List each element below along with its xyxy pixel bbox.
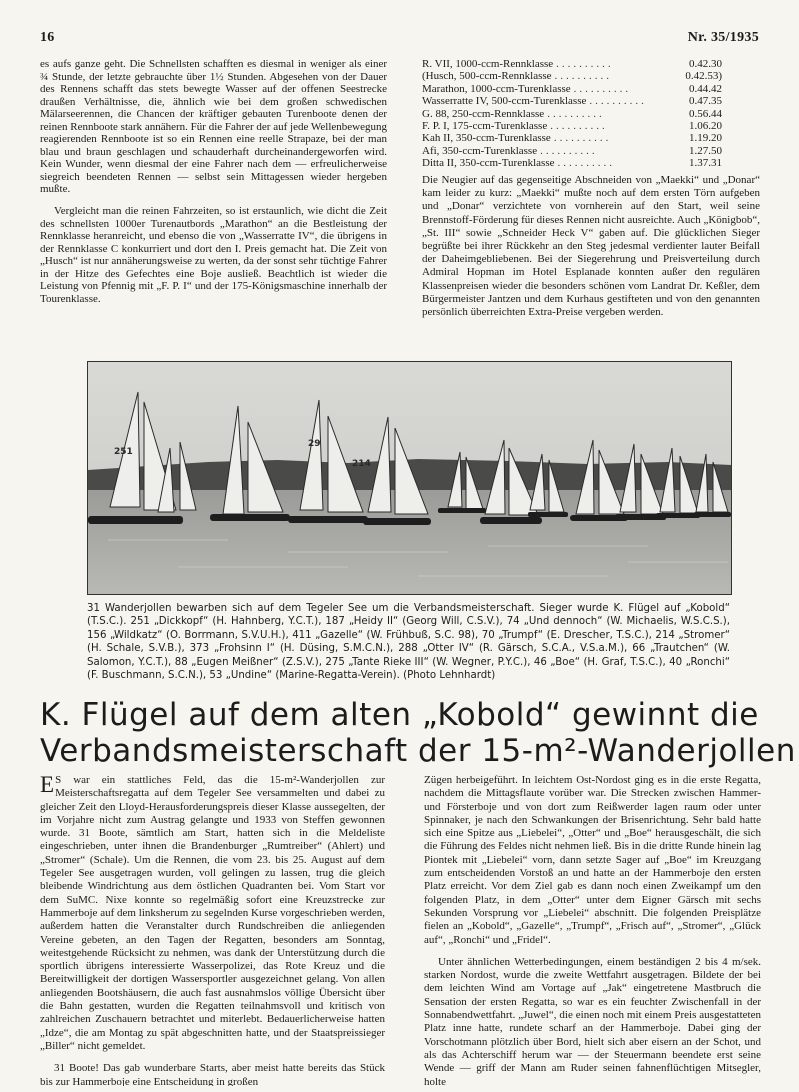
headline-line-2: Verbandsmeisterschaft der 15-m²-Wanderjollen: [40, 733, 796, 769]
result-row: Ditta II, 350-ccm-Turenklasse .......... 1.37.31: [422, 157, 722, 170]
result-boat: Wasserratte IV, 500-ccm-Turenklasse: [422, 95, 587, 108]
sail-number: 214: [352, 459, 371, 469]
result-row: Afi, 350-ccm-Turenklasse .......... 1.27.50: [422, 144, 722, 157]
bottom-paragraph: E S war ein stattliches Feld, das die 15-m²-Wanderjollen zur Meisterschaftsregatta auf dem Tegeler See versammelten und dabei zu gleicher Zeit den Lloyd-Herausforderungspreis dieser Klasse aussegelten, der im Vorjahre nicht zum Austrag gelangte und 1933 von Steffen gewonnen wurde. 31 Boote, sämtlich am Start, hatten sich in die Meldeliste eingeschrieben, unter ihnen die Brandenburger „Rumtreiber“ (Ahlert) und „Stromer“ (Schale). Um die Rennen, die vom 23. bis 25. August auf dem Tegeler See ausgetragen wurden, voll gelingen zu lassen, trug die gleich bleibende Windrichtung aus dem östlichen Quadranten bei. Vom Start vor dem SuMC. Nixe konnte so regelmäßig sofort eine Kreuzstrecke zur Hammerboje auf dem linksherum zu segelnden Kurse vorgeschrieben werden, außerdem hatten die Veranstalter durch Rundschreiben die anliegenden Vereine gebeten, an den Tagen der Regatten, besonders am Sonntag, weitestgehende Rücksicht zu nehmen, was dank der Unterstützung durch die sportlich übrigens interessierte Wasserpolizei, das Rote Kreuz und die Bereitwilligkeit der dortigen Wassersportler ausgezeichnet gelang. Von allen anliegenden Bootshäusern, die auch fast ausnahmslos völlige Übersicht über die Bahn gestatten, wurden die Regatten teilnahmsvoll und kritisch von zahlreichen Zuschauern betrachtet und miterlebt. Bedauerlicherweise hatten „Idze“, die am Montag zu spät abgeschnitten hatte, und der Staatspreissieger „Biller“ nicht gemeldet.: [40, 774, 385, 1052]
headline-line-1: K. Flügel auf dem alten „Kobold“ gewinnt die: [40, 697, 759, 733]
result-time: 0.47.35: [689, 95, 722, 108]
result-boat: F. P. I, 175-ccm-Turenklasse: [422, 120, 548, 133]
top-paragraph: es aufs ganze geht. Die Schnellsten schafften es diesmal in weniger als einer ¾ Stunde, der letzte gebrauchte über 1½ Stunden. Abgesehen von der Dauer des Rennens schafft das stets bewegte Wasser auf der offenen Seestrecke draußen Verhältnisse, die, ähnlich wie bei dem großen schwedischen Mälarseerennen, die Chancen der kräftiger gebauten Turenboote denen der reinen Rennboote stark annähern. Für die Fahrer der auf jede Wellenbewegung reagierenden Rennboote ist so ein Rennen eine reelle Strapaze, bei der man blau und braun geschlagen und schauderhaft durcheinandergeworfen wird. Kein Wunder, wenn diesmal der eine Fahrer nach dem — erfreulicherweise siegreich beendeten Rennen — selbst sein Mittagessen wieder hergeben mußte.: [40, 58, 387, 196]
top-right-paragraph: Die Neugier auf das gegenseitige Abschneiden von „Maekki“ und „Donar“ kam leider zu kurz: „Maekki“ mußte noch auf dem ersten Törn aufgeben und „Donar“ verzichtete von vornherein auf den Start, weil seine Brennstoff-Förderung für dieses Rennen nicht ausreichte. Auch „Königbob“, „St. III“ sowie „Schneider Heck V“ gaben auf. Die glücklichen Sieger begrüßte bei ihrer Rückkehr an den Steg jedesmal verdienter lauter Beifall der Daheimgebliebenen. Bei der Siegerehrung und Preisverteilung durch Admiral Hopman im Hotel Esplanade konnten außer den regulären Klassenpreisen wieder die besonders schönen vom Landrat Dr. Keßler, dem Bürgermeister Jantzen und dem Kurhaus gestifteten und von den genannten persönlich überreichten Extra-Preise vergeben werden.: [422, 174, 760, 319]
regatta-photo: [87, 361, 732, 595]
photo-credit: (Photo Lehnhardt): [403, 670, 496, 682]
result-row: (Husch, 500-ccm-Rennklasse .......... 0.42.53): [422, 70, 722, 83]
result-row: Kah II, 350-ccm-Turenklasse .......... 1.19.20: [422, 132, 722, 145]
result-time: 0.44.42: [689, 82, 722, 95]
result-time: 0.56.44: [689, 107, 722, 120]
result-boat: Afi, 350-ccm-Turenklasse: [422, 144, 538, 157]
bottom-paragraph: Unter ähnlichen Wetterbedingungen, einem beständigen 2 bis 4 m/sek. starken Nordost, wurde die zweite Wettfahrt ausgetragen. Bildete der bei dem leichten Wind am Vortage auf „Jak“ eingetretene Mastbruch die Sensation der ersten Regatta, so war es ein feuchter Zwischenfall in der Sonnabendwettfahrt. „Juwel“, die einen noch mit einem Preis ausgestatteten Platz inne hatte, rundete scharf an der Hammerboje. Dabei ging der Vorschotmann plötzlich über Bord, hielt sich aber eisern an der Schot, und als das Achterschiff herum war — der Steuermann beendete erst seine Wende — griff der Mann am Ruder seinen fahnenflüchtigen Mitsegler, holte: [424, 955, 761, 1086]
result-time: 1.19.20: [689, 132, 722, 145]
result-row: F. P. I, 175-ccm-Turenklasse .......... 1.06.20: [422, 120, 722, 133]
result-row: R. VII, 1000-ccm-Rennklasse .......... 0.42.30: [422, 58, 722, 70]
bottom-paragraph: Zügen herbeigeführt. In leichtem Ost-Nordost ging es in die erste Regatta, nachdem die Mittagsflaute vorüber war. Die Strecken zwischen Hammer- und Försterboje und von dort zum Reißwerder lagen raum oder unter Spinnaker, je nach den Schwankungen der Brisenrichtung. Sehr bald hatte sich eine Spitze aus „Liebelei“, „Otter“ und „Boe“ herausgeschält, die sich die Führung des Feldes nicht nehmen ließ. Bis in die dritte Runde hinein lag Piontek mit „Liebelei“ vorn, dann setzte Sager auf „Boe“ im Kreuzgang zum entscheidenden Vorstoß an und hatte an der Hammerboje den ersten Platz erreicht. Vor dem Ziel gab es dann noch einen Zweikampf um den folgenden Platz, in dem „Otter“ unter dem Eigner Gärsch mit sechs Sekunden Vorsprung vor „Liebelei“ abschnitt. Die folgenden Preisplätze fielen an „Kobold“, „Gazelle“, „Trumpf“, „Frisch auf“, „Stromer“, „Glück auf“, „Ronchi“ und „Fridel“.: [424, 774, 761, 946]
result-time: 1.27.50: [689, 144, 722, 157]
result-row: Marathon, 1000-ccm-Turenklasse .......... 0.44.42: [422, 82, 722, 95]
caption-text: 31 Wanderjollen bewarben sich auf dem Tegeler See um die Verbandsmeisterschaft. Sieger wurde K. Flügel auf „Kobold“ (T.S.C.). 251 „Dickkopf“ (H. Hahnberg, Y.C.T.), 187 „Heidy II“ (Georg Will, C.S.V.), 74 „Und dennoch“ (W. Michaelis, W.S.C.S.), 156 „Wildkatz“ (O. Borrmann, S.V.U.H.), 411 „Gazelle“ (W. Frühbuß, S.C. 98), 70 „Trumpf“ (E. Drescher, T.S.C.), 214 „Stromer“ (H. Schale, S.V.B.), 373 „Frohsinn I“ (H. Düsing, S.M.C.N.), 288 „Otter IV“ (R. Gärsch, S.C.A., V.S.a.M.), 66 „Trautchen“ (W. Salomon, Y.C.T.), 88 „Eugen Meißner“ (Z.S.V.), 275 „Tante Rieke III“ (W. Wegner, P.Y.C.), 46 „Boe“ (H. Graf, T.S.C.), 40 „Ronchi“ (F. Buschmann, S.C.N.), 53 „Undine“ (Marine-Regatta-Verein).: [87, 603, 730, 682]
result-boat: (Husch, 500-ccm-Rennklasse: [422, 70, 552, 83]
sail-number: 251: [114, 447, 133, 457]
result-boat: R. VII, 1000-ccm-Rennklasse: [422, 58, 554, 70]
top-paragraph: Vergleicht man die reinen Fahrzeiten, so ist erstaunlich, wie dicht die Zeit des schnellsten 1000er Turenautbords „Marathon“ an die Bestleistung der Rennklasse heranreicht, und ebenso die von „Wasserratte IV“, die übrigens in der Rennklasse C konkurriert und dort den I. Preis gemacht hat. Die Zeit von „Husch“ ist nur annäherungsweise zu werten, da der sonst sehr tüchtige Fahrer in der Hitze des Gefechtes eine Boje ausließ. Beachtlich ist wieder die Leistung von Pfennig mit „F. P. I“ und der 175-Königsmaschine innerhalb der Tourenklasse.: [40, 205, 387, 305]
result-boat: G. 88, 250-ccm-Rennklasse: [422, 107, 545, 120]
result-row: Wasserratte IV, 500-ccm-Turenklasse .......... 0.47.35: [422, 95, 722, 108]
result-boat: Kah II, 350-ccm-Turenklasse: [422, 132, 551, 145]
photo-caption: [87, 602, 730, 682]
top-article-right-column: [422, 174, 760, 344]
result-time: 1.06.20: [689, 120, 722, 133]
bottom-article-right-column: [424, 774, 761, 1086]
result-time: 0.42.53): [685, 70, 722, 83]
sail-number: 29: [308, 439, 321, 449]
article-headline: [40, 697, 796, 769]
top-article-left-column: [40, 58, 387, 340]
result-boat: Ditta II, 350-ccm-Turenklasse: [422, 157, 555, 170]
sailboats-image: [88, 362, 731, 594]
race-results-table: [422, 58, 722, 170]
issue-number: Nr. 35/1935: [687, 30, 759, 45]
bottom-paragraph: 31 Boote! Das gab wunderbare Starts, aber meist hatte bereits das Stück bis zur Hammerboje eine Entscheidung in großen: [40, 1062, 385, 1086]
result-time: 0.42.30: [689, 58, 722, 70]
result-row: G. 88, 250-ccm-Rennklasse .......... 0.56.44: [422, 107, 722, 120]
result-boat: Marathon, 1000-ccm-Turenklasse: [422, 82, 571, 95]
page-number: 16: [40, 30, 55, 45]
result-time: 1.37.31: [689, 157, 722, 170]
bottom-article-left-column: [40, 774, 385, 1086]
drop-cap: E: [40, 774, 55, 797]
